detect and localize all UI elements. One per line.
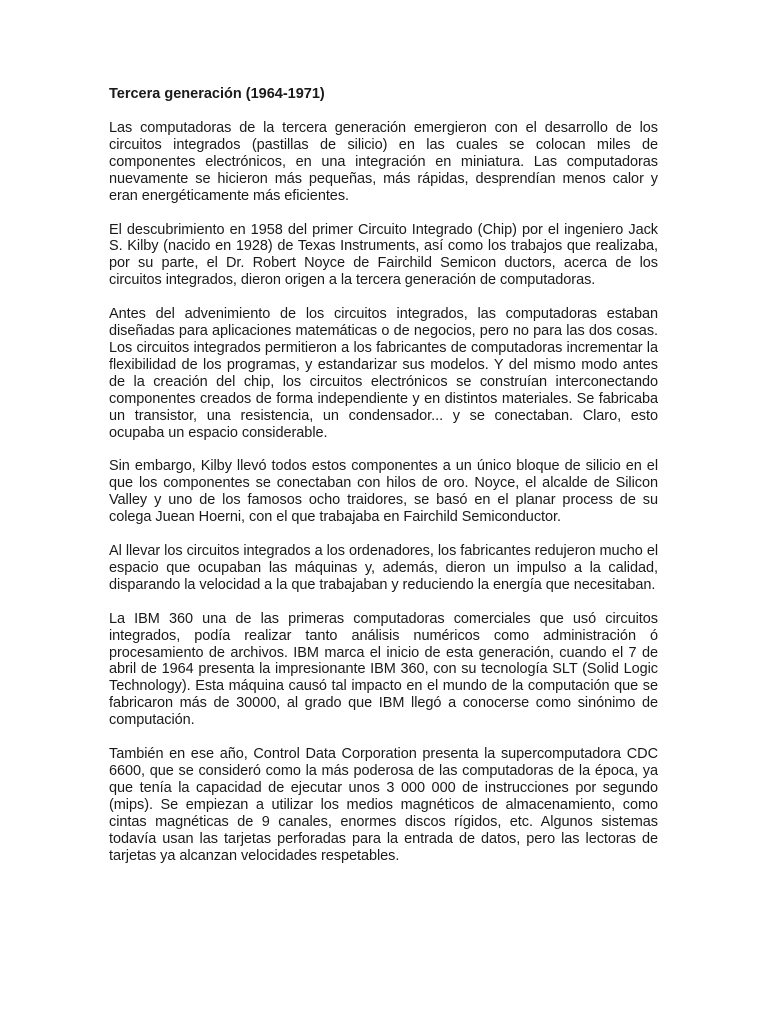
document-page — [109, 86, 658, 881]
paragraph-6: La IBM 360 una de las primeras computadoras comerciales que usó circuitos integrados, podía realizar tanto análisis numéricos como administración ó procesamiento de archivos. IBM marca el inicio de esta generación, cuando el 7 de abril de 1964 presenta la impresionante IBM 360, con su tecnología SLT (Solid Logic Technology). Esta máquina causó tal impacto en el mundo de la computación que se fabricaron más de 30000, al grado que IBM llegó a conocerse como sinónimo de computación. — [109, 610, 658, 729]
paragraph-7: También en ese año, Control Data Corporation presenta la supercomputadora CDC 6600, que se consideró como la más poderosa de las computadoras de la época, ya que tenía la capacidad de ejecutar unos 3 000 000 de instrucciones por segundo (mips). Se empiezan a utilizar los medios magnéticos de almacenamiento, como cintas magnéticas de 9 canales, enormes discos rígidos, etc. Algunos sistemas todavía usan las tarjetas perforadas para la entrada de datos, pero las lectoras de tarjetas ya alcanzan velocidades respetables. — [109, 746, 658, 864]
paragraph-4: Sin embargo, Kilby llevó todos estos componentes a un único bloque de silicio en el que los componentes se conectaban con hilos de oro. Noyce, el alcalde de Silicon Valley y uno de los famosos ocho traidores, se basó en el planar process de su colega Juean Hoerni, con el que trabajaba en Fairchild Semiconductor. — [109, 458, 658, 526]
paragraph-1: Las computadoras de la tercera generación emergieron con el desarrollo de los circuitos integrados (pastillas de silicio) en las cuales se colocan miles de componentes electrónicos, en una integración en miniatura. Las computadoras nuevamente se hicieron más pequeñas, más rápidas, desprendían menos calor y eran energéticamente más eficientes. — [109, 120, 658, 204]
paragraph-2: El descubrimiento en 1958 del primer Circuito Integrado (Chip) por el ingeniero Jack S. Kilby (nacido en 1928) de Texas Instruments, así como los trabajos que realizaba, por su parte, el Dr. Robert Noyce de Fairchild Semicon ductors, acerca de los circuitos integrados, dieron origen a la tercera generación de computadoras. — [109, 221, 658, 289]
paragraph-3: Antes del advenimiento de los circuitos integrados, las computadoras estaban diseñadas para aplicaciones matemáticas o de negocios, pero no para las dos cosas. Los circuitos integrados permitieron a los fabricantes de computadoras incrementar la flexibilidad de los programas, y estandarizar sus modelos. Y del mismo modo antes de la creación del chip, los circuitos electrónicos se construían interconectando componentes creados de forma independiente y en distintos materiales. Se fabricaba un transistor, una resistencia, un condensador... y se conectaban. Claro, esto ocupaba un espacio considerable. — [109, 306, 658, 441]
paragraph-5: Al llevar los circuitos integrados a los ordenadores, los fabricantes redujeron mucho el espacio que ocupaban las máquinas y, además, dieron un impulso a la calidad, disparando la velocidad a la que trabajaban y reduciendo la energía que necesitaban. — [109, 543, 658, 593]
document-title: Tercera generación (1964-1971) — [109, 86, 325, 102]
